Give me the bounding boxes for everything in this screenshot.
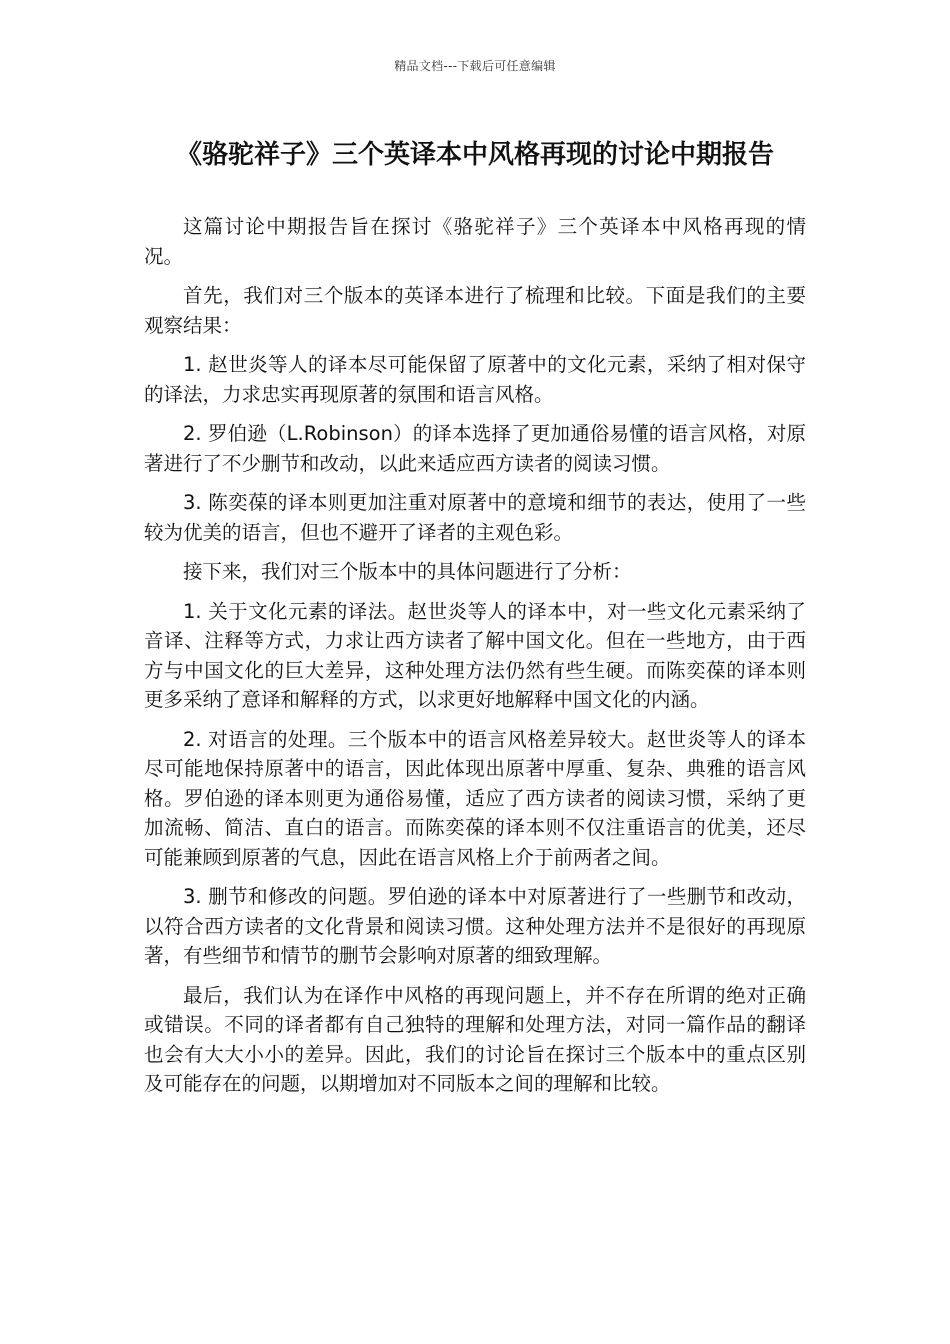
header-note: 精品文档---下载后可任意编辑 — [394, 59, 556, 73]
paragraph-analysis-intro: 接下来，我们对三个版本中的具体问题进行了分析： — [183, 560, 632, 583]
document-title: 《骆驼祥子》三个英译本中风格再现的讨论中期报告 — [175, 140, 774, 170]
paragraph-analysis-3: 3. 删节和修改的问题。罗伯逊的译本中对原著进行了一些删节和改动，以符合西方读者的文化背景和阅读习惯。这种处理方法并不是很好的再现原著，有些细节和情节的删节会影响对原著的细致理解。 — [144, 885, 806, 967]
paragraph-observation-3: 3. 陈奕葆的译本则更加注重对原著中的意境和细节的表达，使用了一些较为优美的语言，但也不避开了译者的主观色彩。 — [144, 491, 806, 544]
paragraph-conclusion: 最后，我们认为在译作中风格的再现问题上，并不存在所谓的绝对正确或错误。不同的译者都有自己独特的理解和处理方法，对同一篇作品的翻译也会有大大小小的差异。因此，我们的讨论旨在探讨三个版本中的重点区别及可能存在的问题，以期增加对不同版本之间的理解和比较。 — [144, 983, 806, 1095]
paragraph-analysis-2: 2. 对语言的处理。三个版本中的语言风格差异较大。赵世炎等人的译本尽可能地保持原著中的语言，因此体现出原著中厚重、复杂、典雅的语言风格。罗伯逊的译本则更为通俗易懂，适应了西方读者的阅读习惯，采纳了更加流畅、简洁、直白的语言。而陈奕葆的译本则不仅注重语言的优美，还尽可能兼顾到原著的气息，因此在语言风格上介于前两者之间。 — [144, 727, 806, 869]
paragraph-observation-2: 2. 罗伯逊（L.Robinson）的译本选择了更加通俗易懂的语言风格，对原著进行了不少删节和改动，以此来适应西方读者的阅读习惯。 — [144, 422, 806, 475]
paragraph-observation-1: 1. 赵世炎等人的译本尽可能保留了原著中的文化元素，采纳了相对保守的译法，力求忠实再现原著的氛围和语言风格。 — [144, 353, 806, 406]
document-body — [144, 212, 806, 1109]
paragraph-analysis-1: 1. 关于文化元素的译法。赵世炎等人的译本中，对一些文化元素采纳了音译、注释等方式，力求让西方读者了解中国文化。但在一些地方，由于西方与中国文化的巨大差异，这种处理方法仍然有些生硬。而陈奕葆的译本则更多采纳了意译和解释的方式，以求更好地解释中国文化的内涵。 — [144, 599, 806, 711]
paragraph-observations-intro: 首先，我们对三个版本的英译本进行了梳理和比较。下面是我们的主要观察结果： — [144, 284, 806, 337]
paragraph-intro: 这篇讨论中期报告旨在探讨《骆驼祥子》三个英译本中风格再现的情况。 — [144, 215, 806, 268]
